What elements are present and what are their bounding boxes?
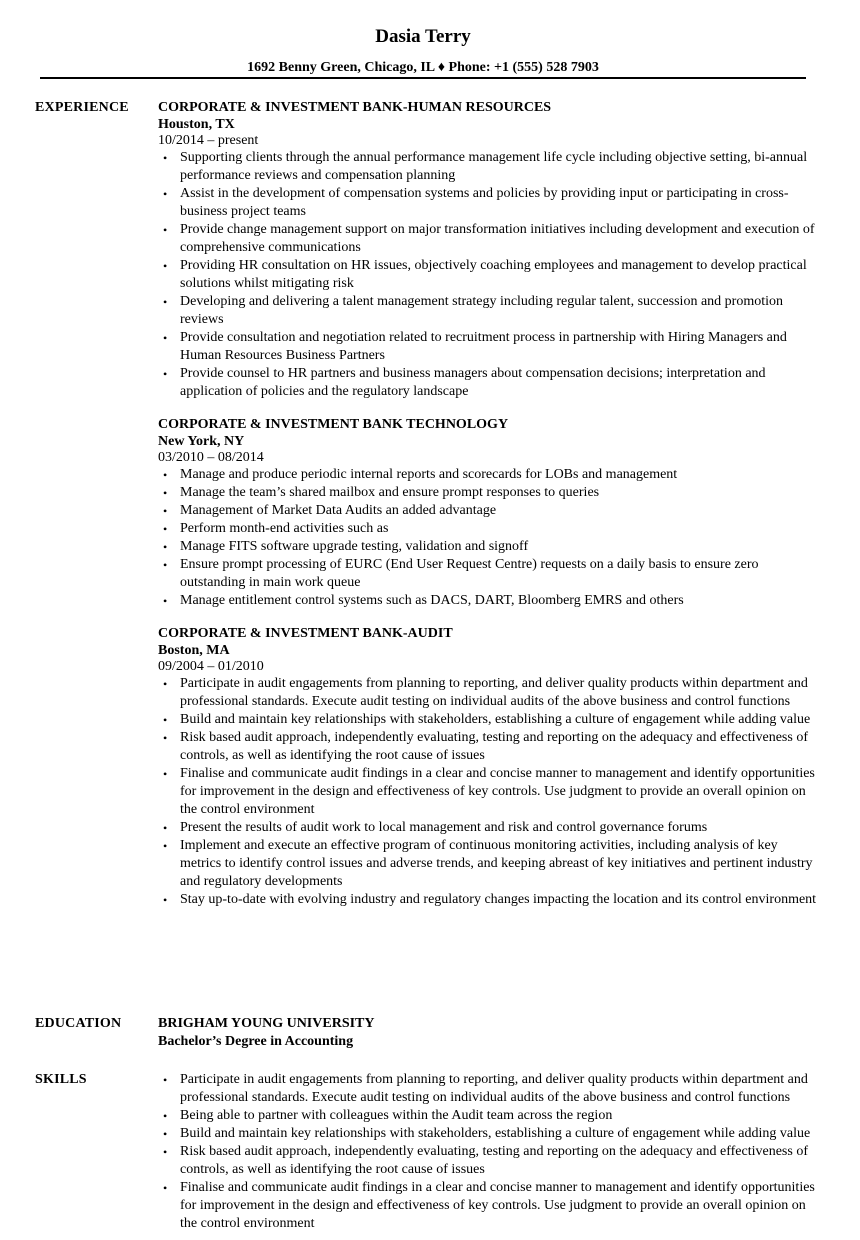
list-item <box>158 257 818 293</box>
bullet-text: Finalise and communicate audit findings in a clear and concise manner to management and identify opportunities for improvement in the design and effectiveness of key controls. Use judgment to provide an overall opinion on the control environment <box>180 1180 815 1231</box>
job-bullets <box>158 675 818 909</box>
candidate-name: Dasia Terry <box>375 26 471 47</box>
bullet-text: Manage entitlement control systems such as DACS, DART, Bloomberg EMRS and others <box>180 593 684 608</box>
bullet-icon: • <box>163 259 168 273</box>
bullet-text: Providing HR consultation on HR issues, objectively coaching employees and management to develop practical solutions whilst mitigating risk <box>180 258 807 291</box>
job-title: CORPORATE & INVESTMENT BANK-AUDIT <box>158 626 453 641</box>
job-location: Houston, TX <box>158 117 235 132</box>
degree: Bachelor’s Degree in Accounting <box>158 1034 354 1049</box>
list-item <box>158 592 818 610</box>
bullet-text: Finalise and communicate audit findings in a clear and concise manner to management and identify opportunities for improvement in the design and effectiveness of key controls. Use judgment to provide an overall opinion on the control environment <box>180 766 815 817</box>
list-item <box>158 556 818 592</box>
bullet-icon: • <box>163 522 168 536</box>
bullet-icon: • <box>163 540 168 554</box>
list-item <box>158 1107 818 1125</box>
list-item <box>158 1125 818 1143</box>
bullet-icon: • <box>163 223 168 237</box>
list-item <box>158 538 818 556</box>
job-dates: 09/2004 – 01/2010 <box>158 659 264 674</box>
bullet-text: Risk based audit approach, independently evaluating, testing and reporting on the adequacy and effectiveness of controls, as well as identifying the root cause of issues <box>180 1144 808 1177</box>
bullet-icon: • <box>163 594 168 608</box>
bullet-text: Ensure prompt processing of EURC (End User Request Centre) requests on a daily basis to ensure zero outstanding in main work queue <box>180 557 759 590</box>
list-item <box>158 891 818 909</box>
bullet-text: Manage FITS software upgrade testing, validation and signoff <box>180 539 529 554</box>
job-title: CORPORATE & INVESTMENT BANK-HUMAN RESOURCES <box>158 100 552 115</box>
bullet-text: Provide consultation and negotiation related to recruitment process in partnership with Hiring Managers and Human Resources Business Partners <box>180 330 787 363</box>
bullet-icon: • <box>163 504 168 518</box>
bullet-icon: • <box>163 331 168 345</box>
bullet-icon: • <box>163 1145 168 1159</box>
job-bullets <box>158 149 818 401</box>
bullet-icon: • <box>163 731 168 745</box>
job-entry <box>158 99 818 401</box>
bullet-text: Management of Market Data Audits an added advantage <box>180 503 497 518</box>
list-item <box>158 711 818 729</box>
list-item <box>158 729 818 765</box>
bullet-icon: • <box>163 151 168 165</box>
bullet-icon: • <box>163 1109 168 1123</box>
job-location: Boston, MA <box>158 643 230 658</box>
experience-body <box>158 99 818 924</box>
bullet-text: Being able to partner with colleagues within the Audit team across the region <box>180 1108 613 1123</box>
bullet-text: Assist in the development of compensation systems and policies by providing input or participating in cross-business project teams <box>180 186 789 219</box>
experience-heading: EXPERIENCE <box>35 100 129 115</box>
list-item <box>158 185 818 221</box>
header-divider <box>40 77 806 79</box>
job-dates: 10/2014 – present <box>158 133 259 148</box>
bullet-icon: • <box>163 468 168 482</box>
bullet-icon: • <box>163 821 168 835</box>
bullet-icon: • <box>163 1127 168 1141</box>
job-location: New York, NY <box>158 434 245 449</box>
bullet-icon: • <box>163 367 168 381</box>
job-dates: 03/2010 – 08/2014 <box>158 450 264 465</box>
education-heading: EDUCATION <box>35 1016 122 1031</box>
bullet-icon: • <box>163 1181 168 1195</box>
job-entry <box>158 625 818 909</box>
skills-body <box>158 1071 818 1233</box>
list-item <box>158 1071 818 1107</box>
bullet-text: Manage and produce periodic internal reports and scorecards for LOBs and management <box>180 467 678 482</box>
list-item <box>158 837 818 891</box>
list-item <box>158 221 818 257</box>
education-body <box>158 1015 818 1051</box>
bullet-icon: • <box>163 1073 168 1087</box>
list-item <box>158 765 818 819</box>
skills-bullets <box>158 1071 818 1233</box>
bullet-icon: • <box>163 839 168 853</box>
bullet-icon: • <box>163 558 168 572</box>
bullet-text: Risk based audit approach, independently evaluating, testing and reporting on the adequacy and effectiveness of controls, as well as identifying the root cause of issues <box>180 730 808 763</box>
job-entry <box>158 416 818 610</box>
list-item <box>158 149 818 185</box>
list-item <box>158 819 818 837</box>
bullet-text: Stay up-to-date with evolving industry and regulatory changes impacting the location and its control environment <box>180 892 817 907</box>
bullet-text: Provide change management support on major transformation initiatives including development and execution of comprehensive communications <box>180 222 815 255</box>
bullet-text: Build and maintain key relationships with stakeholders, establishing a culture of engagement while adding value <box>180 1126 811 1141</box>
list-item <box>158 1143 818 1179</box>
list-item <box>158 1179 818 1233</box>
contact-line: 1692 Benny Green, Chicago, IL ♦ Phone: +1 (555) 528 7903 <box>247 60 599 75</box>
bullet-text: Perform month-end activities such as <box>180 521 389 536</box>
bullet-icon: • <box>163 713 168 727</box>
bullet-icon: • <box>163 295 168 309</box>
bullet-icon: • <box>163 677 168 691</box>
bullet-text: Implement and execute an effective program of continuous monitoring activities, including analysis of key metrics to identify control issues and adverse trends, and keeping abreast of key initiatives and pertinent industry and regulatory developments <box>180 838 813 889</box>
bullet-text: Provide counsel to HR partners and business managers about compensation decisions; interpretation and application of policies and the regulatory landscape <box>180 366 766 399</box>
bullet-icon: • <box>163 767 168 781</box>
bullet-text: Manage the team’s shared mailbox and ensure prompt responses to queries <box>180 485 600 500</box>
list-item <box>158 466 818 484</box>
job-bullets <box>158 466 818 610</box>
job-title: CORPORATE & INVESTMENT BANK TECHNOLOGY <box>158 417 509 432</box>
skills-heading: SKILLS <box>35 1072 87 1087</box>
bullet-icon: • <box>163 187 168 201</box>
bullet-text: Participate in audit engagements from planning to reporting, and deliver quality products within department and professional standards. Execute audit testing on individual audits of the above business and control functions <box>180 676 808 709</box>
list-item <box>158 293 818 329</box>
list-item <box>158 484 818 502</box>
bullet-text: Developing and delivering a talent management strategy including regular talent, succession and promotion reviews <box>180 294 783 327</box>
list-item <box>158 675 818 711</box>
bullet-text: Build and maintain key relationships with stakeholders, establishing a culture of engagement while adding value <box>180 712 811 727</box>
bullet-text: Present the results of audit work to local management and risk and control governance forums <box>180 820 708 835</box>
bullet-text: Supporting clients through the annual performance management life cycle including objective setting, bi-annual performance reviews and compensation planning <box>180 150 808 183</box>
list-item <box>158 502 818 520</box>
bullet-icon: • <box>163 486 168 500</box>
school-name: BRIGHAM YOUNG UNIVERSITY <box>158 1016 375 1031</box>
bullet-text: Participate in audit engagements from planning to reporting, and deliver quality products within department and professional standards. Execute audit testing on individual audits of the above business and control functions <box>180 1072 808 1105</box>
bullet-icon: • <box>163 893 168 907</box>
list-item <box>158 365 818 401</box>
list-item <box>158 520 818 538</box>
list-item <box>158 329 818 365</box>
